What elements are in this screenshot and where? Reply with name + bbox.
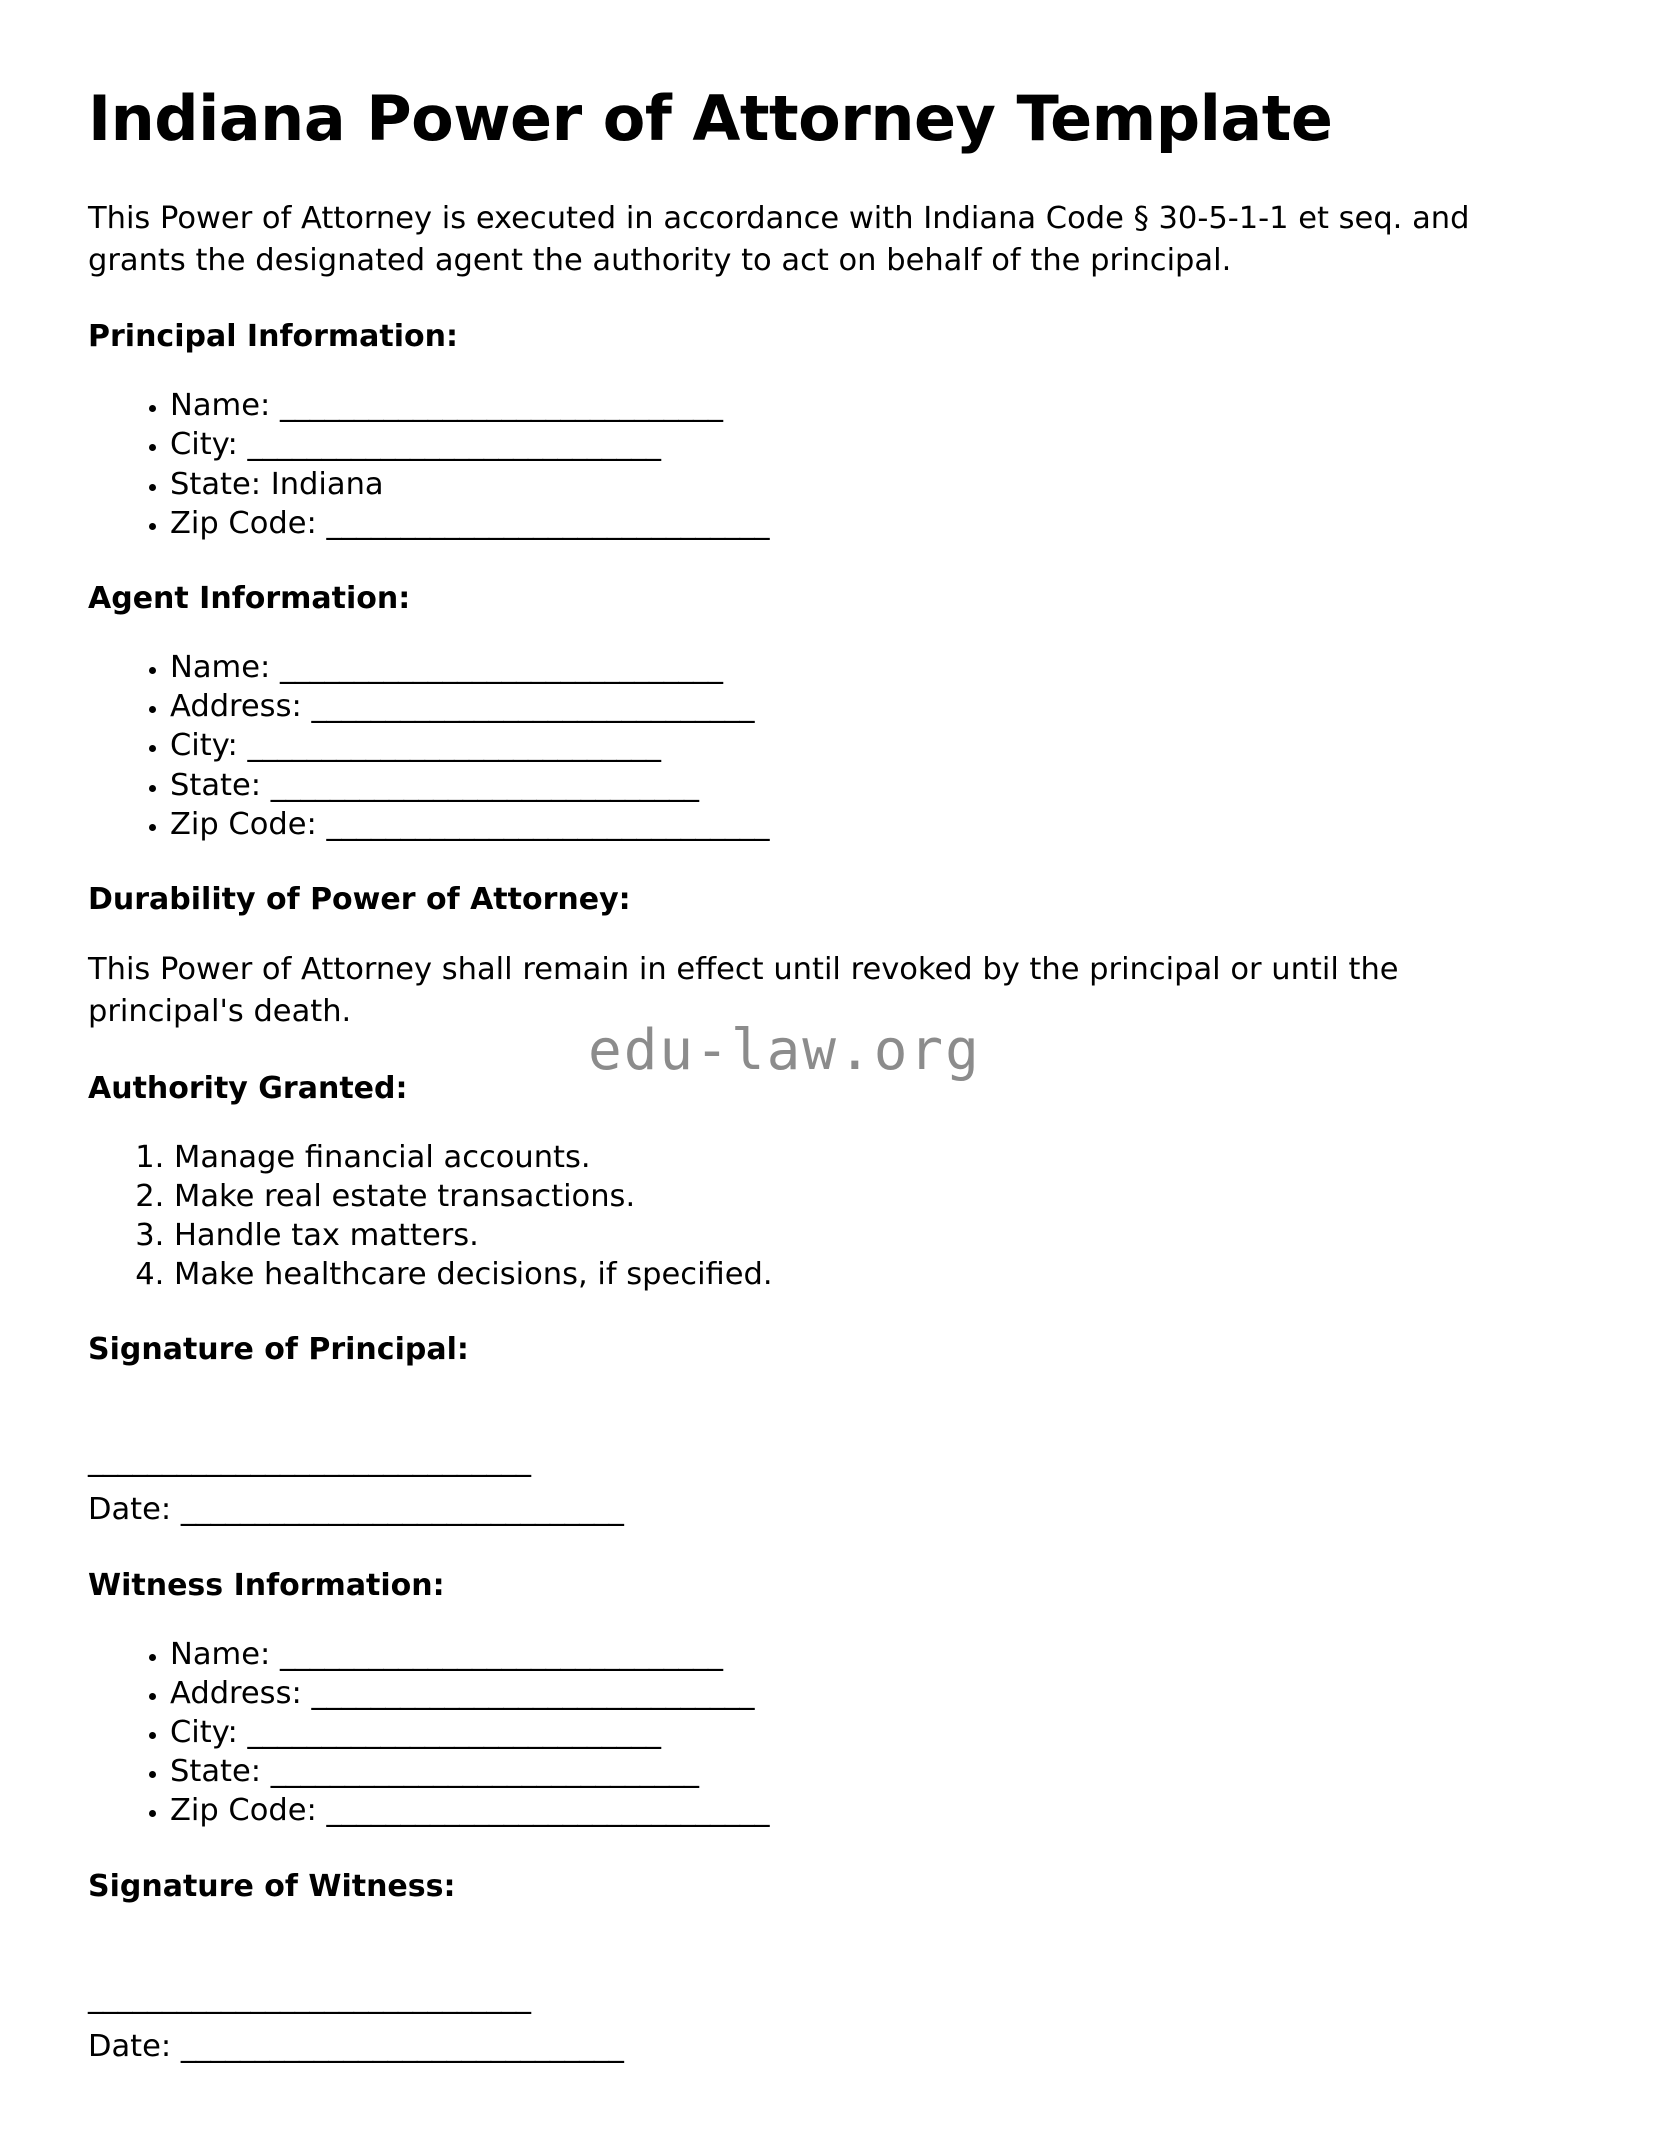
list-item <box>170 766 1544 805</box>
signature-of-witness-heading: Signature of Witness: <box>88 1868 456 1904</box>
agent-information-heading: Agent Information: <box>88 581 411 617</box>
field-label: Zip Code: <box>170 806 317 842</box>
signature-of-principal-heading: Signature of Principal: <box>88 1332 469 1368</box>
list-item <box>170 1752 1544 1791</box>
field-label: Name: <box>170 1636 271 1672</box>
list-item <box>170 1635 1544 1674</box>
field-value[interactable]: _____________________________ <box>270 1754 699 1790</box>
list-item <box>170 504 1544 543</box>
field-value[interactable]: ____________________________ <box>247 1715 661 1751</box>
field-label: City: <box>170 1715 238 1751</box>
principal-date-blank[interactable]: ______________________________ <box>180 1492 624 1528</box>
field-value[interactable]: ______________________________ <box>311 1675 754 1711</box>
field-value[interactable]: _____________________________ <box>270 767 699 803</box>
authority-granted-list <box>88 1138 1544 1295</box>
field-value[interactable]: ______________________________ <box>279 388 723 424</box>
witness-information-heading: Witness Information: <box>88 1567 445 1603</box>
field-label: Zip Code: <box>170 1793 317 1829</box>
site-watermark: edu-law.org <box>588 1018 981 1083</box>
list-item <box>170 1713 1544 1752</box>
authority-granted-heading: Authority Granted: <box>88 1070 408 1106</box>
field-label: Zip Code: <box>170 505 317 541</box>
durability-paragraph: This Power of Attorney shall remain in effect until revoked by the principal or until the principal's death. <box>88 951 1399 1029</box>
list-item <box>170 465 1544 504</box>
list-item <box>170 386 1544 425</box>
field-label: State: <box>170 466 262 502</box>
principal-information-list <box>88 386 1544 543</box>
principal-signature-blank[interactable]: ______________________________ <box>88 1443 531 1479</box>
field-label: Name: <box>170 650 271 686</box>
list-item <box>170 805 1544 844</box>
date-label: Date: <box>88 1492 172 1528</box>
list-item: 2. Make real estate transactions. <box>174 1177 1544 1216</box>
field-value[interactable]: ____________________________ <box>247 427 661 463</box>
agent-information-list <box>88 648 1544 844</box>
witness-information-list <box>88 1635 1544 1831</box>
list-item <box>170 687 1544 726</box>
list-item <box>170 425 1544 464</box>
field-label: City: <box>170 728 238 764</box>
list-item <box>170 1674 1544 1713</box>
list-item <box>170 1791 1544 1830</box>
date-label: Date: <box>88 2028 172 2064</box>
field-value[interactable]: ______________________________ <box>311 689 754 725</box>
witness-date-blank[interactable]: ______________________________ <box>180 2028 624 2064</box>
list-item <box>170 648 1544 687</box>
field-value[interactable]: ______________________________ <box>326 1793 769 1829</box>
field-value[interactable]: ______________________________ <box>326 806 769 842</box>
field-label: Address: <box>170 1675 302 1711</box>
field-value[interactable]: ______________________________ <box>326 505 769 541</box>
durability-heading: Durability of Power of Attorney: <box>88 881 631 917</box>
witness-date-row <box>88 2027 1544 2066</box>
page-title: Indiana Power of Attorney Template <box>88 82 1333 155</box>
intro-paragraph: This Power of Attorney is executed in accordance with Indiana Code § 30-5-1-1 et seq. and grants the designated agent the authority to act on behalf of the principal. <box>88 200 1470 278</box>
witness-signature-blank[interactable]: ______________________________ <box>88 1979 531 2015</box>
principal-date-row <box>88 1490 1544 1529</box>
field-label: Name: <box>170 388 271 424</box>
list-item <box>170 726 1544 765</box>
list-item: 3. Handle tax matters. <box>174 1216 1544 1255</box>
field-label: State: <box>170 767 262 803</box>
field-label: City: <box>170 427 238 463</box>
field-label: State: <box>170 1754 262 1790</box>
field-value[interactable]: ______________________________ <box>279 650 723 686</box>
field-value[interactable]: ____________________________ <box>247 728 661 764</box>
field-value: Indiana <box>270 466 384 502</box>
field-value[interactable]: ______________________________ <box>279 1636 723 1672</box>
list-item: 1. Manage financial accounts. <box>174 1138 1544 1177</box>
principal-information-heading: Principal Information: <box>88 319 459 355</box>
list-item: 4. Make healthcare decisions, if specified. <box>174 1255 1544 1294</box>
field-label: Address: <box>170 689 302 725</box>
